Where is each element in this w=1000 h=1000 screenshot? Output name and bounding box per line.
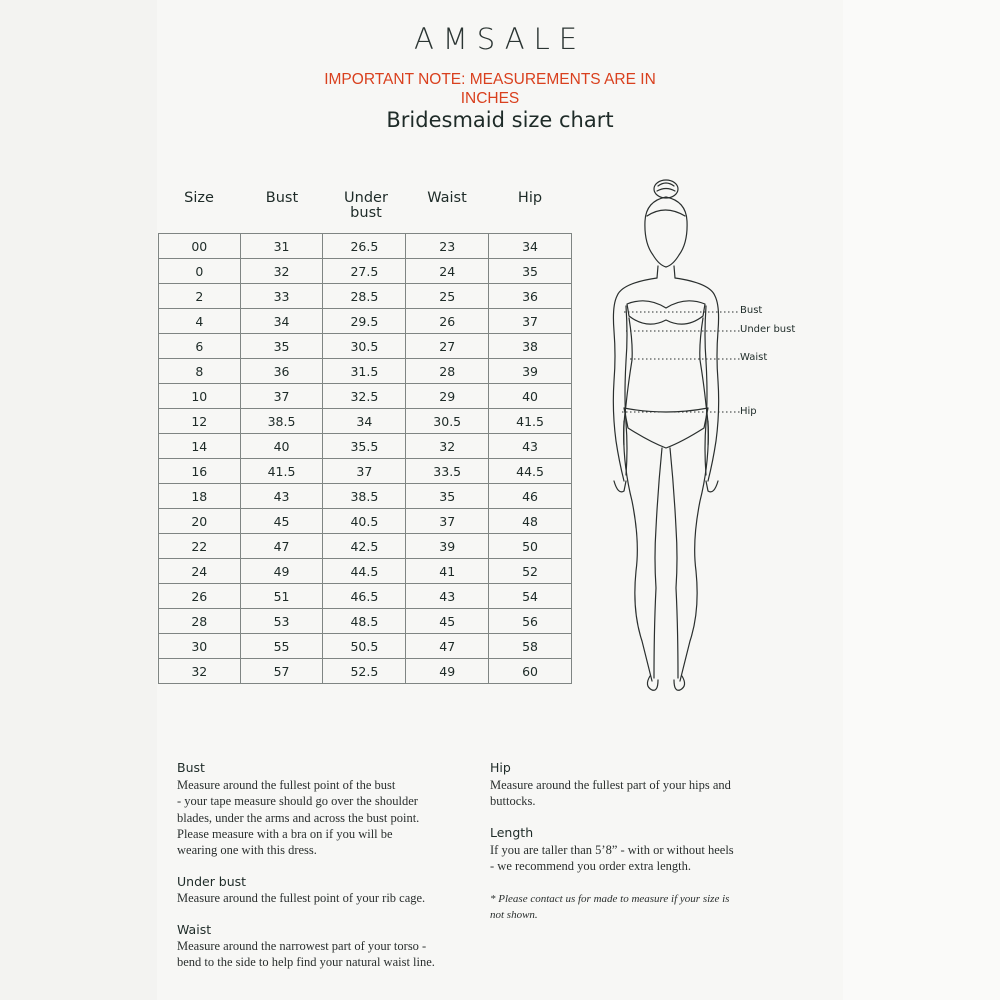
- guide-heading-under-bust: Under bust: [177, 874, 247, 889]
- left-arm: [613, 278, 657, 481]
- cell-size: 00: [159, 234, 241, 259]
- cell-bust: 51: [240, 584, 323, 609]
- table-row: [159, 659, 572, 684]
- cell-waist: 32: [406, 434, 489, 459]
- text-line: Measure around the fullest part of your hips and: [490, 778, 731, 792]
- column-header-waist: Waist: [427, 190, 467, 206]
- right-leg: [680, 421, 708, 681]
- cell-under-bust: 35.5: [323, 434, 406, 459]
- text-line: If you are taller than 5’8” - with or without heels: [490, 843, 734, 857]
- cell-size: 16: [159, 459, 241, 484]
- cell-waist: 37: [406, 509, 489, 534]
- right-arm: [675, 278, 719, 481]
- cell-under-bust: 26.5: [323, 234, 406, 259]
- cell-under-bust: 29.5: [323, 309, 406, 334]
- cell-bust: 38.5: [240, 409, 323, 434]
- guide-text-hip: [490, 777, 790, 810]
- figure-label-under-bust: Under bust: [740, 324, 796, 335]
- guide-heading-waist: Waist: [177, 922, 212, 937]
- cell-hip: 36: [489, 284, 572, 309]
- guide-text-bust: [177, 777, 477, 858]
- table-row: [159, 609, 572, 634]
- cell-size: 2: [159, 284, 241, 309]
- cell-waist: 28: [406, 359, 489, 384]
- text-line: Measure around the fullest point of your rib cage.: [177, 891, 426, 905]
- cell-waist: 25: [406, 284, 489, 309]
- cell-waist: 23: [406, 234, 489, 259]
- guide-heading-bust: Bust: [177, 760, 205, 775]
- cell-size: 12: [159, 409, 241, 434]
- cell-under-bust: 34: [323, 409, 406, 434]
- cell-hip: 48: [489, 509, 572, 534]
- table-row: [159, 559, 572, 584]
- cell-hip: 43: [489, 434, 572, 459]
- cell-under-bust: 37: [323, 459, 406, 484]
- cell-bust: 53: [240, 609, 323, 634]
- table-row: [159, 434, 572, 459]
- cell-size: 18: [159, 484, 241, 509]
- table-row: [159, 259, 572, 284]
- table-row: [159, 459, 572, 484]
- text-line: - we recommend you order extra length.: [490, 859, 691, 874]
- cell-under-bust: 32.5: [323, 384, 406, 409]
- table-row: [159, 634, 572, 659]
- cell-bust: 36: [240, 359, 323, 384]
- column-header-under-bust: [332, 191, 400, 221]
- cell-under-bust: 38.5: [323, 484, 406, 509]
- cell-hip: 60: [489, 659, 572, 684]
- page-margin: [843, 0, 1000, 1000]
- table-row: [159, 534, 572, 559]
- cell-bust: 37: [240, 384, 323, 409]
- brand-logo: AMSALE: [413, 22, 587, 56]
- guide-text-waist: [177, 938, 487, 971]
- text-line: Please measure with a bra on if you will be: [177, 826, 393, 841]
- cell-bust: 43: [240, 484, 323, 509]
- cell-waist: 49: [406, 659, 489, 684]
- measurement-note: IMPORTANT NOTE: MEASUREMENTS ARE IN INCHES: [324, 71, 656, 107]
- table-row: [159, 484, 572, 509]
- guide-heading-length: Length: [490, 825, 534, 840]
- size-table: [158, 233, 572, 684]
- cell-bust: 57: [240, 659, 323, 684]
- cell-hip: 37: [489, 309, 572, 334]
- hip-outline: [624, 408, 708, 448]
- cell-hip: 34: [489, 234, 572, 259]
- cell-under-bust: 46.5: [323, 584, 406, 609]
- cell-bust: 47: [240, 534, 323, 559]
- cell-waist: 27: [406, 334, 489, 359]
- header-word: bust: [350, 205, 382, 221]
- cell-waist: 24: [406, 259, 489, 284]
- cell-hip: 52: [489, 559, 572, 584]
- page-title: Bridesmaid size chart: [386, 108, 614, 132]
- cell-bust: 31: [240, 234, 323, 259]
- cell-hip: 39: [489, 359, 572, 384]
- cell-under-bust: 48.5: [323, 609, 406, 634]
- text-line: - your tape measure should go over the shoulder: [177, 794, 418, 809]
- cell-waist: 47: [406, 634, 489, 659]
- text-line: not shown.: [490, 909, 538, 921]
- cell-waist: 33.5: [406, 459, 489, 484]
- cell-hip: 41.5: [489, 409, 572, 434]
- cell-size: 0: [159, 259, 241, 284]
- cell-size: 26: [159, 584, 241, 609]
- cell-bust: 41.5: [240, 459, 323, 484]
- cell-bust: 40: [240, 434, 323, 459]
- cell-size: 24: [159, 559, 241, 584]
- cell-size: 28: [159, 609, 241, 634]
- text-line: blades, under the arms and across the bust point.: [177, 810, 420, 825]
- cell-under-bust: 50.5: [323, 634, 406, 659]
- cell-bust: 35: [240, 334, 323, 359]
- table-row: [159, 309, 572, 334]
- cell-hip: 35: [489, 259, 572, 284]
- cell-under-bust: 44.5: [323, 559, 406, 584]
- table-row: [159, 284, 572, 309]
- cell-hip: 56: [489, 609, 572, 634]
- cell-bust: 32: [240, 259, 323, 284]
- table-row: [159, 584, 572, 609]
- guide-heading-hip: Hip: [490, 760, 511, 775]
- column-header-bust: Bust: [265, 190, 299, 206]
- made-to-measure-note: [490, 891, 810, 923]
- cell-waist: 26: [406, 309, 489, 334]
- cell-bust: 34: [240, 309, 323, 334]
- text-line: wearing one with this dress.: [177, 843, 317, 858]
- table-row: [159, 234, 572, 259]
- column-header-size: Size: [184, 190, 214, 206]
- cell-hip: 40: [489, 384, 572, 409]
- table-row: [159, 409, 572, 434]
- cell-waist: 29: [406, 384, 489, 409]
- cell-waist: 41: [406, 559, 489, 584]
- cell-under-bust: 42.5: [323, 534, 406, 559]
- cell-size: 14: [159, 434, 241, 459]
- body-figure-illustration: [600, 176, 800, 696]
- figure-label-hip: Hip: [740, 406, 757, 417]
- cell-under-bust: 52.5: [323, 659, 406, 684]
- guide-text-length: [490, 842, 810, 875]
- cell-bust: 55: [240, 634, 323, 659]
- table-row: [159, 359, 572, 384]
- figure-label-bust: Bust: [740, 305, 763, 316]
- cell-under-bust: 40.5: [323, 509, 406, 534]
- guide-text-under-bust: [177, 890, 477, 906]
- text-line: Measure around the narrowest part of your torso -: [177, 939, 427, 953]
- cell-under-bust: 30.5: [323, 334, 406, 359]
- cell-size: 20: [159, 509, 241, 534]
- cell-hip: 38: [489, 334, 572, 359]
- cell-size: 32: [159, 659, 241, 684]
- cell-waist: 45: [406, 609, 489, 634]
- cell-size: 10: [159, 384, 241, 409]
- left-leg: [624, 421, 652, 681]
- cell-waist: 30.5: [406, 409, 489, 434]
- cell-hip: 50: [489, 534, 572, 559]
- cell-size: 22: [159, 534, 241, 559]
- text-line: * Please contact us for made to measure if your size is: [490, 893, 730, 905]
- cell-waist: 39: [406, 534, 489, 559]
- cell-under-bust: 28.5: [323, 284, 406, 309]
- text-line: bend to the side to help find your natural waist line.: [177, 955, 435, 970]
- cell-hip: 46: [489, 484, 572, 509]
- cell-size: 8: [159, 359, 241, 384]
- table-row: [159, 509, 572, 534]
- header-word: Under: [344, 190, 388, 206]
- cell-size: 30: [159, 634, 241, 659]
- cell-hip: 54: [489, 584, 572, 609]
- cell-waist: 35: [406, 484, 489, 509]
- table-row: [159, 384, 572, 409]
- column-header-hip: Hip: [517, 190, 543, 206]
- cell-size: 4: [159, 309, 241, 334]
- cell-size: 6: [159, 334, 241, 359]
- cell-waist: 43: [406, 584, 489, 609]
- cell-bust: 33: [240, 284, 323, 309]
- cell-hip: 58: [489, 634, 572, 659]
- text-line: Measure around the fullest point of the bust: [177, 778, 396, 792]
- cell-hip: 44.5: [489, 459, 572, 484]
- head: [645, 197, 687, 267]
- cell-under-bust: 27.5: [323, 259, 406, 284]
- figure-label-waist: Waist: [740, 352, 768, 363]
- cell-bust: 45: [240, 509, 323, 534]
- table-row: [159, 334, 572, 359]
- cell-under-bust: 31.5: [323, 359, 406, 384]
- cell-bust: 49: [240, 559, 323, 584]
- text-line: buttocks.: [490, 794, 536, 809]
